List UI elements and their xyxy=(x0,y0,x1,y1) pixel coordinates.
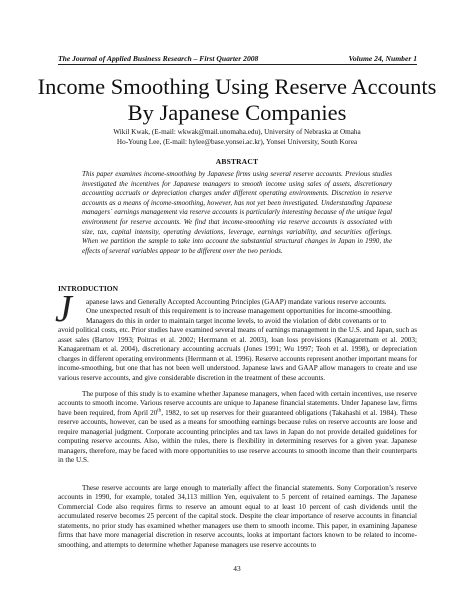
abstract-heading: ABSTRACT xyxy=(215,157,259,166)
header-rule xyxy=(58,64,417,65)
journal-name: The Journal of Applied Business Research – First Quarter 2008 xyxy=(58,54,259,63)
intro-paragraph-2 xyxy=(58,390,417,466)
intro-paragraph-2-a: The purpose of this study is to examine whether Japanese managers, when faced with certain incentives, use reserve accounts to smooth income. Various reserve accounts are unique to Japanese financial statements. Under Japanese law, firms have been required, from April 20 xyxy=(58,390,417,417)
intro-paragraph-2-b: , 1982, to set up reserves for their guaranteed obligations (Takahashi et al. 1984). These reserve accounts, however, can be used as a means for smoothing earnings because rules on reserve accounts are loose and require managerial judgment. Corporate accounting principles and tax laws in Japan do not provide detailed guidelines for computing reserve accounts. Also, within the rules, there is flexibility in determining reserves for a given year. Japanese managers, therefore, may be faced with more opportunities to use reserve accounts to smooth income than their counterparts in the U.S. xyxy=(58,408,418,465)
intro-line-1: apanese laws and Generally Accepted Accounting Principles (GAAP) mandate various reserve accounts. xyxy=(86,298,387,306)
title-line-1: Income Smoothing Using Reserve Accounts xyxy=(37,74,437,99)
author-block xyxy=(40,128,434,147)
volume-number: Volume 24, Number 1 xyxy=(348,54,417,63)
author-2: Ho-Young Lee, (E-mail: hylee@base.yonsei.ac.kr), Yonsei University, South Korea xyxy=(116,137,358,146)
ordinal-suffix: th xyxy=(157,408,162,414)
intro-paragraph-1 xyxy=(58,298,417,383)
introduction-heading: INTRODUCTION xyxy=(58,284,119,293)
intro-line-2: One unexpected result of this requirement is to increase management opportunities for income-smoothing. xyxy=(86,307,392,316)
author-1: Wikil Kwak, (E-mail: wkwak@mail.unomaha.edu), University of Nebraska at Omaha xyxy=(113,128,361,136)
intro-paragraph-3: These reserve accounts are large enough to materially affect the financial statements. Sony Corporation’s reserve accounts in 1990, for example, totaled 34,113 million Yen, equivalent to 5 percent of retained earnings. The Japanese Commercial Code also requires firms to reserve an amount equal to at least 10 percent of cash dividends until the accumulated reserve becomes 25 percent of the capital stock. Despite the clear importance of reserve accounts in financial statements, no prior study has examined whether managers use them to smooth income. This paper, in examining Japanese firms that have more managerial discretion in reserve accounts, looks at important factors known to be related to income-smoothing, and attempts to determine whether Japanese managers use reserve accounts to xyxy=(58,484,417,549)
abstract-text: This paper examines income-smoothing by Japanese firms using several reserve accounts. Previous studies investigated the incentives for Japanese managers to smooth income using sales of assets, discretionary accounting accruals or depreciation charges under different operating environments. Discretion in reserve accounts as a means of income-smoothing, however, has not yet been investigated. Understanding Japanese managers` earnings management via reserve accounts is particularly interesting because of the unique legal environment for reserve accounts. We find that income-smoothing via reserve accounts is associated with size, tax, capital intensity, operating deviations, leverage, earnings variability, and securities offerings. When we partition the sample to take into account the substantial structural changes in Japan in 1990, the effects of several variables appear to be different over the two periods. xyxy=(82,170,392,255)
drop-cap: J xyxy=(55,288,72,330)
page-number: 43 xyxy=(233,564,241,573)
running-header xyxy=(58,54,417,63)
title-line-2: By Japanese Companies xyxy=(127,100,347,125)
intro-line-3: Managers do this in order to maintain target income levels, to avoid the violation of debt covenants or to xyxy=(86,316,387,325)
intro-paragraph-1-rest: avoid political costs, etc. Prior studies have examined several means of earnings management in the U.S. and Japan, such as asset sales (Bartov 1993; Poitras et al. 2002; Herrmann et al. 2003), loan loss provisions (Kanagaretnam et al. 2003; Kanagaretnam et al. 2004), discretionary accounting accruals (Jones 1991; Wu 1997; Teoh et al. 1998), or depreciation charges in different operating environments (Herrmann et al. 1996). Reserve accounts represent another important means for income-smoothing, but one that has not been well understood. Japanese laws and GAAP allow managers to create and use various reserve accounts, and give considerable discretion in the treatment of these accounts. xyxy=(58,326,417,382)
paper-title xyxy=(30,74,444,126)
